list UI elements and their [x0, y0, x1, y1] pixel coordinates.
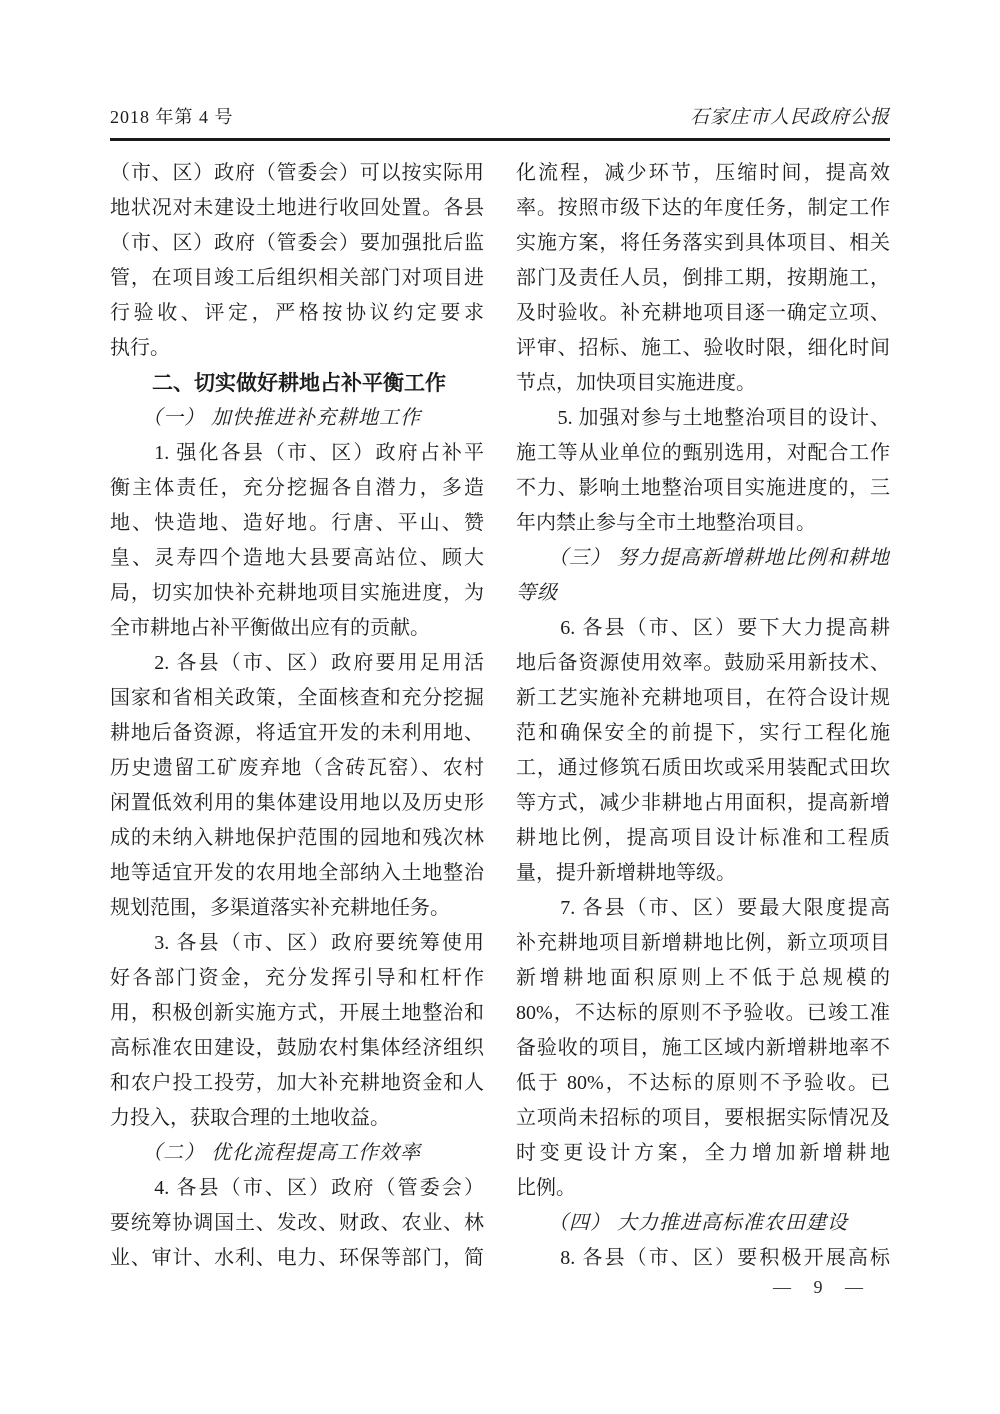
text-line: 6. 各县（市、区）要下大力提高耕	[516, 617, 890, 639]
text-line: 备验收的项目，施工区域内新增耕地率不	[516, 1037, 890, 1059]
text-line: 5. 加强对参与土地整治项目的设计、	[516, 407, 890, 429]
text-line: 8. 各县（市、区）要积极开展高标	[516, 1247, 890, 1269]
text-line: 二、切实做好耕地占补平衡工作	[110, 372, 446, 395]
sub-heading	[110, 1136, 484, 1171]
text-line: 施工等从业单位的甄别选用，对配合工作	[516, 442, 890, 464]
paragraph	[110, 156, 484, 366]
text-line: 用，积极创新实施方式，开展土地整治和	[110, 1002, 484, 1024]
text-line: 等级	[516, 582, 558, 604]
text-line: 80%，不达标的原则不予验收。已竣工准	[516, 1002, 890, 1024]
paragraph	[516, 1241, 890, 1276]
text-line: 范和确保安全的前提下，实行工程化施	[516, 722, 890, 744]
text-line: （二） 优化流程提高工作效率	[110, 1142, 421, 1164]
text-line: 节点，加快项目实施进度。	[516, 372, 756, 394]
page-footer	[110, 1277, 890, 1298]
text-line: 补充耕地项目新增耕地比例，新立项项目	[516, 932, 890, 954]
text-line: 管，在项目竣工后组织相关部门对项目进	[110, 267, 484, 289]
page-header	[110, 0, 890, 141]
right-column	[516, 156, 890, 1276]
text-line: 和农户投工投劳，加大补充耕地资金和人	[110, 1072, 484, 1094]
text-line: 时变更设计方案，全力增加新增耕地	[516, 1142, 890, 1164]
paragraph	[110, 646, 484, 926]
issue-number: 2018 年第 4 号	[110, 107, 234, 127]
text-line: 1. 强化各县（市、区）政府占补平	[110, 442, 484, 464]
text-line: （一） 加快推进补充耕地工作	[110, 407, 421, 429]
text-line: 比例。	[516, 1177, 576, 1199]
text-line: 工，通过修筑石质田坎或采用装配式田坎	[516, 757, 890, 779]
text-line: 皇、灵寿四个造地大县要高站位、顾大	[110, 547, 484, 569]
paragraph	[110, 1171, 484, 1276]
text-line: 及时验收。补充耕地项目逐一确定立项、	[516, 302, 890, 324]
text-line: 地后备资源使用效率。鼓励采用新技术、	[516, 652, 890, 674]
text-line: 成的未纳入耕地保护范围的园地和残次林	[110, 827, 484, 849]
left-column	[110, 156, 484, 1276]
sub-heading	[516, 1206, 890, 1241]
text-line: 行验收、评定，严格按协议约定要求	[110, 302, 484, 324]
text-line: （三） 努力提高新增耕地比例和耕地	[516, 547, 890, 569]
publication-title: 石家庄市人民政府公报	[689, 107, 890, 128]
text-line: 地等适宜开发的农用地全部纳入土地整治	[110, 862, 484, 884]
sub-heading	[110, 401, 484, 436]
text-line: 率。按照市级下达的年度任务，制定工作	[516, 197, 890, 219]
text-line: 评审、招标、施工、验收时限，细化时间	[516, 337, 890, 359]
text-columns	[110, 156, 890, 1276]
text-line: 耕地比例，提高项目设计标准和工程质	[516, 827, 890, 849]
text-line: 不力、影响土地整治项目实施进度的，三	[516, 477, 890, 499]
paragraph	[516, 401, 890, 541]
paragraph	[516, 156, 890, 401]
text-line: 规划范围，多渠道落实补充耕地任务。	[110, 897, 450, 919]
text-line: （市、区）政府（管委会）可以按实际用	[110, 162, 484, 184]
text-line: 立项尚未招标的项目，要根据实际情况及	[516, 1107, 890, 1129]
text-line: 地状况对未建设土地进行收回处置。各县	[110, 197, 484, 219]
text-line: 执行。	[110, 337, 170, 359]
page-number: — 9 —	[773, 1277, 872, 1297]
text-line: 低于 80%，不达标的原则不予验收。已	[516, 1072, 890, 1094]
text-line: 高标准农田建设，鼓励农村集体经济组织	[110, 1037, 484, 1059]
paragraph	[110, 436, 484, 646]
text-line: 国家和省相关政策，全面核查和充分挖掘	[110, 687, 484, 709]
text-line: 耕地后备资源，将适宜开发的未利用地、	[110, 722, 484, 744]
text-line: 2. 各县（市、区）政府要用足用活	[110, 652, 484, 674]
text-line: 力投入，获取合理的土地收益。	[110, 1107, 390, 1129]
text-line: 7. 各县（市、区）要最大限度提高	[516, 897, 890, 919]
text-line: 全市耕地占补平衡做出应有的贡献。	[110, 617, 430, 639]
paragraph	[516, 611, 890, 891]
text-line: 量，提升新增耕地等级。	[516, 862, 736, 884]
text-line: 历史遗留工矿废弃地（含砖瓦窑）、农村	[110, 757, 484, 779]
text-line: 3. 各县（市、区）政府要统筹使用	[110, 932, 484, 954]
text-line: 年内禁止参与全市土地整治项目。	[516, 512, 816, 534]
text-line: 等方式，减少非耕地占用面积，提高新增	[516, 792, 890, 814]
text-line: 地、快造地、造好地。行唐、平山、赞	[110, 512, 484, 534]
paragraph	[516, 891, 890, 1206]
text-line: 4. 各县（市、区）政府（管委会）	[110, 1177, 484, 1199]
text-line: 新增耕地面积原则上不低于总规模的	[516, 967, 890, 989]
text-line: 要统筹协调国土、发改、财政、农业、林	[110, 1212, 484, 1234]
text-line: 新工艺实施补充耕地项目，在符合设计规	[516, 687, 890, 709]
paragraph	[110, 926, 484, 1136]
text-line: 衡主体责任，充分挖掘各自潜力，多造	[110, 477, 484, 499]
text-line: （市、区）政府（管委会）要加强批后监	[110, 232, 484, 254]
sub-heading	[516, 541, 890, 611]
text-line: 局，切实加快补充耕地项目实施进度，为	[110, 582, 484, 604]
text-line: （四） 大力推进高标准农田建设	[516, 1212, 848, 1234]
text-line: 业、审计、水利、电力、环保等部门，简	[110, 1247, 484, 1269]
section-heading	[110, 366, 484, 401]
text-line: 闲置低效利用的集体建设用地以及历史形	[110, 792, 484, 814]
text-line: 实施方案，将任务落实到具体项目、相关	[516, 232, 890, 254]
text-line: 部门及责任人员，倒排工期，按期施工，	[516, 267, 890, 289]
text-line: 化流程，减少环节，压缩时间，提高效	[516, 162, 890, 184]
text-line: 好各部门资金，充分发挥引导和杠杆作	[110, 967, 484, 989]
